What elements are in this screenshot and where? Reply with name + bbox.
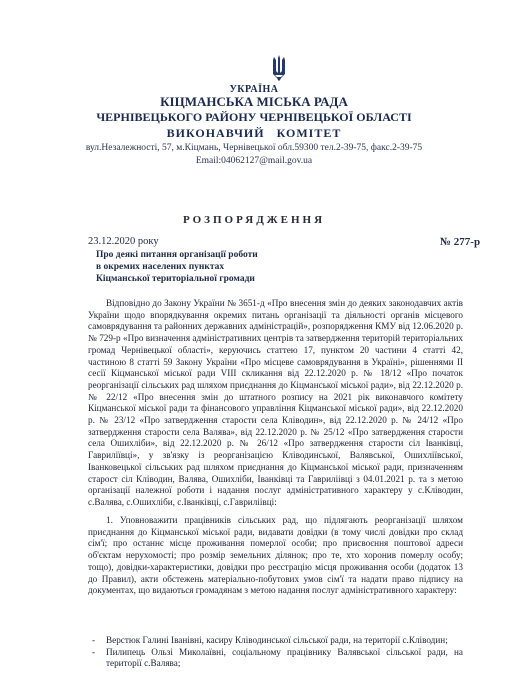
document-date: 23.12.2020 року — [88, 236, 159, 247]
main-paragraph: Відповідно до Закону України № 3651-д «Про внесення змін до деяких законодавчих актів України щодо впорядкування окремих питань організації та діяльності органів місцевого самоврядування та районних державних адміністрацій», розпорядження КМУ від 12.06.2020 р. № 729-р «Про визначення адміністративних центрів та затвердження територій територіальних громад Чернівецької області», керуючись статтею 17, пунктом 20 частини 4 статті 42, частиною 8 статті 59 Закону України «Про місцеве самоврядування в Україні», рішеннями ІІ сесії Кіцманської міської ради VІІІ скликання від 22.12.2020 р. № 18/12 «Про початок реорганізації сільських рад шляхом приєднання до Кіцманської міської ради», від 22.12.2020 р. № 22/12 «Про внесення змін до штатного розпису на 2021 рік виконавчого комітету Кіцманської міської ради та фінансового управління Кіцманської міської ради», від 22.12.2020 р. № 23/12 «Про затвердження старости села Кліводин», від 22.12.2020 р. № 24/12 «Про затвердження старости села Валява», від 22.12.2020 р. № 25/12 «Про затвердження старости села Ошихліби», від 22.12.2020 р. № 26/12 «Про затвердження старости сіл Іванківці, Гавриліївці», у зв'язку із реорганізацією Кліводинської, Валявської, Ошихліївської, Іванковецької сільських рад шляхом приєднання до Кіцманської міської ради, призначенням старост сіл Кліводин, Валява, Ошихліби, Іванківці та Гавриліівці з 04.01.2021 р. та з метою організації належної роботи і надання послуг адміністративного характеру у с.Кліводин, с.Валява, с.Ошихліби, с.Іванківці, с.Гавриліівці: — [88, 298, 463, 507]
subject-line: Кіцманської територіальної громади — [96, 274, 255, 284]
header-committee: ВИКОНАВЧИЙ КОМІТЕТ — [166, 126, 342, 140]
trident-emblem-icon — [271, 54, 287, 82]
list-item-text: Пилипець Ользі Миколаївні, соціальному працівнику Валявської сільської ради, на території с.Валява; — [106, 646, 463, 669]
header-council: КІЦМАНСЬКА МІСЬКА РАДА — [160, 94, 348, 109]
list-item: - Верстюк Галині Іванівні, касиру Кліводинської сільської ради, на території с.Кліводин; — [92, 635, 448, 645]
subject-line: в окремих населених пунктах — [96, 262, 225, 272]
header-country: УКРАЇНА — [229, 84, 279, 95]
document-title: РОЗПОРЯДЖЕННЯ — [182, 214, 326, 226]
authorized-persons-list — [88, 635, 463, 670]
document-subject — [96, 249, 258, 285]
document-number: № 277-р — [440, 236, 481, 248]
item-1-paragraph: 1. Уповноважити працівників сільських рад, що підлягають реорганізації шляхом приєднання до Кіцманської міської ради, видавати довідки (в тому числі довідки про склад сім'ї; про останнє місце проживання померлої особи; про присвоєння поштової адреси об'єктам нерухомості; про розмір земельних ділянок; про те, хто хоронив померлу особу; тощо), довідки-характеристики, довідки про реєстрацію місця проживання особи (додаток 13 до Правил), акти обстежень матеріально-побутових умов сім'ї та надати право підпису на документах, що видаються громадянам з метою надання послуг адміністративного характеру: — [88, 515, 463, 596]
header-address: вул.Незалежності, 57, м.Кіцмань, Чернівецької обл.59300 тел.2-39-75, факс.2-39-75 — [85, 143, 423, 153]
list-item-text: Верстюк Галині Іванівні, касиру Кліводинської сільської ради, на території с.Кліводин; — [106, 635, 448, 645]
header-email: Email:04062127@mail.gov.ua — [195, 156, 313, 166]
header-region: ЧЕРНІВЕЦЬКОГО РАЙОНУ ЧЕРНІВЕЦЬКОЇ ОБЛАСТІ — [96, 110, 412, 124]
list-item: - Пилипець Ользі Миколаївні, соціальному працівнику Валявської сільської ради, на території с.Валява; — [92, 646, 463, 669]
subject-line: Про деякі питання організації роботи — [96, 250, 258, 260]
